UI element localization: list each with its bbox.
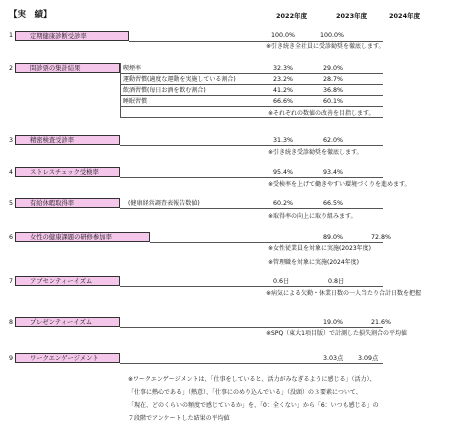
subitem-value-2023: 36.8% <box>323 87 344 94</box>
subitem-value-2023: 60.1% <box>323 98 344 105</box>
value-2022: 95.4% <box>273 169 294 176</box>
value-2022: 0.6日 <box>273 278 290 285</box>
row-divider <box>120 363 383 364</box>
engagement-note-line: ※ワークエンゲージメントは、「仕事をしていると、活力がみなぎるように感じる」（活力）、 <box>128 376 376 383</box>
value-2022: 31.3% <box>273 137 294 144</box>
subitem-label: 運動習慣(適度な運動を実施している割合) <box>123 76 236 83</box>
row-divider <box>120 145 383 146</box>
item-label: 精密検査受診率 <box>30 137 75 144</box>
subitem-label: 喫煙率 <box>123 65 142 72</box>
item-label-box <box>15 198 120 208</box>
item-number: 5 <box>9 200 14 207</box>
value-2022: 100.0% <box>271 32 296 39</box>
item-note: ※病気による欠勤・休業日数の一人当たり合計日数を把握 <box>266 290 422 297</box>
item-note: ※管理職を対象に実施(2024年度) <box>268 259 359 266</box>
value-2024: 72.8% <box>371 234 392 241</box>
item-sublabel: (健康経営調査表報告数値) <box>128 200 200 207</box>
year-header-2023: 2023年度 <box>336 12 368 20</box>
value-2023: 89.0% <box>323 234 344 241</box>
item-number: 3 <box>9 137 14 144</box>
value-2022: 60.2% <box>273 200 294 207</box>
value-2023: 0.8日 <box>328 278 345 285</box>
subitem-value-2022: 41.2% <box>273 87 294 94</box>
item-label: 定期健康診断受診率 <box>30 33 87 40</box>
item-number: 8 <box>9 319 14 326</box>
item-label: アブセンティーイズム <box>30 278 93 285</box>
subitem-value-2022: 23.2% <box>273 76 294 83</box>
item-label-box <box>15 135 120 145</box>
page-title: 【実 績】 <box>9 10 52 20</box>
item-label-box <box>15 63 120 73</box>
value-2023: 100.0% <box>320 32 345 39</box>
item-label: ストレスチェック受検率 <box>30 169 99 176</box>
bracket-line <box>120 63 121 117</box>
item-number: 6 <box>9 234 14 241</box>
row-divider <box>150 242 383 243</box>
item-label-box <box>15 31 129 41</box>
item-note: ※引き続き全社員に受診勧奨を徹底します。 <box>266 43 385 50</box>
engagement-note-line: 「現在、どのくらいの頻度で感じているか」を、「0：全くない」から「6：いつも感じる」の <box>128 402 379 409</box>
item-number: 4 <box>9 169 14 176</box>
item-label: 女性の健康課題の研修参加率 <box>30 234 112 241</box>
year-header-2024: 2024年度 <box>389 12 421 20</box>
engagement-note-line: 「仕事に熱心である」（熱意）、「仕事にのめり込んでいる」（没頭）の３要素について、 <box>128 389 362 396</box>
value-2023: 19.0% <box>323 319 344 326</box>
item-number: 2 <box>9 65 14 72</box>
item-note: ※それぞれの数値の改善を目指します。 <box>268 110 375 117</box>
subitem-value-2023: 29.0% <box>323 65 344 72</box>
row-divider <box>120 106 383 107</box>
item-number: 7 <box>9 278 14 285</box>
value-2023: 66.5% <box>323 200 344 207</box>
row-divider <box>120 84 383 85</box>
item-label: プレゼンティーイズム <box>30 319 93 326</box>
subitem-value-2022: 66.6% <box>273 98 294 105</box>
value-2024: 21.6% <box>371 319 392 326</box>
row-divider <box>120 177 383 178</box>
item-note: ※SPQ（東大1項目版）で計測した損失割合の平均値 <box>266 330 407 337</box>
item-label-box <box>15 167 120 177</box>
item-label-box <box>15 276 120 286</box>
item-label: 有給休暇取得率 <box>30 200 75 207</box>
item-note: ※取得率の向上に取り組みます。 <box>268 213 357 220</box>
item-label-box <box>15 353 120 363</box>
row-divider <box>120 73 383 74</box>
subitem-value-2023: 28.7% <box>323 76 344 83</box>
row-divider <box>120 208 383 209</box>
row-divider <box>120 327 383 328</box>
item-label: 問診票の集計結果 <box>30 65 81 72</box>
row-divider <box>120 286 383 287</box>
row-divider <box>129 41 383 42</box>
subitem-label: 飲酒習慣(毎日お酒を飲む割合) <box>123 87 206 94</box>
value-2023: 93.4% <box>323 169 344 176</box>
row-divider <box>120 95 383 96</box>
item-note: ※受検率を上げて働きやすい環境づくりを進めます。 <box>268 181 411 188</box>
item-label: ワークエンゲージメント <box>30 355 99 362</box>
item-label-box <box>15 232 150 242</box>
subitem-value-2022: 32.3% <box>273 65 294 72</box>
engagement-note-line: ７段階でアンケートした結果の平均値 <box>128 415 230 422</box>
year-header-2022: 2022年度 <box>276 12 308 20</box>
row-divider <box>120 117 383 118</box>
item-label-box <box>15 317 120 327</box>
subitem-label: 睡眠習慣 <box>123 98 148 105</box>
item-note: ※女性従業員を対象に実施(2023年度) <box>268 245 371 252</box>
item-number: 1 <box>9 32 14 39</box>
item-number: 9 <box>9 355 14 362</box>
value-2023: 62.0% <box>323 137 344 144</box>
value-2024: 3.09点 <box>358 355 379 362</box>
item-note: ※引き続き受診勧奨を徹底します。 <box>268 149 363 156</box>
value-2023: 3.03点 <box>323 355 344 362</box>
